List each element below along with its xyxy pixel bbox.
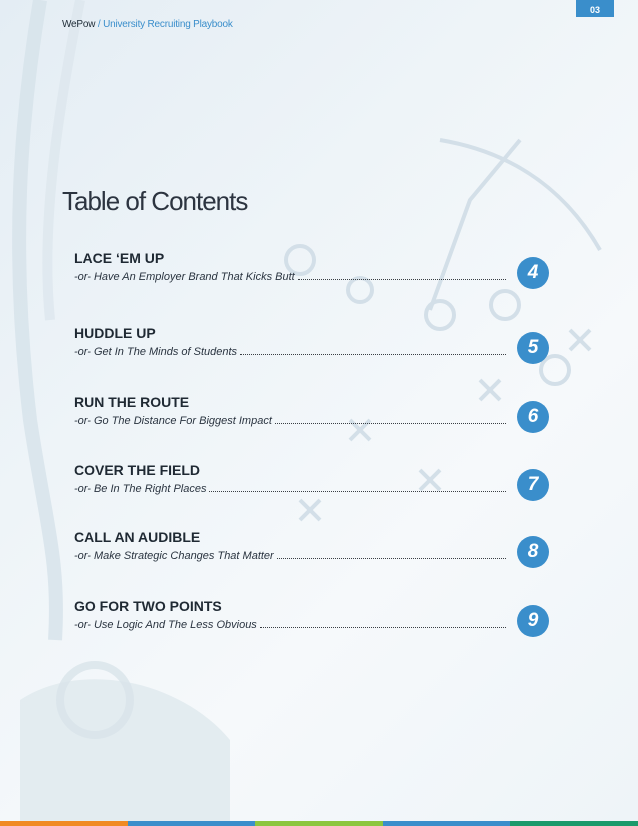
toc-entry-heading: HUDDLE UP xyxy=(74,325,156,341)
brand-name: WePow xyxy=(62,19,96,30)
footer-bar-segment xyxy=(510,821,638,826)
toc-page-badge[interactable]: 6 xyxy=(517,401,549,433)
toc-entry[interactable] xyxy=(62,529,552,581)
footer-bar-segment xyxy=(383,821,511,826)
footer-bar-segment xyxy=(0,821,128,826)
toc-entry[interactable] xyxy=(62,462,552,514)
toc-entry-heading: CALL AN AUDIBLE xyxy=(74,529,201,545)
toc-entry-subtitle: -or- Make Strategic Changes That Matter xyxy=(74,550,274,562)
dot-leader xyxy=(277,557,506,559)
page-number-badge: 03 xyxy=(576,0,614,17)
footer-bar-segment xyxy=(128,821,256,826)
dot-leader xyxy=(209,490,506,492)
footer-bar-segment xyxy=(255,821,383,826)
document-subtitle: University Recruiting Playbook xyxy=(103,19,233,30)
toc-page-badge[interactable]: 4 xyxy=(517,257,549,289)
toc-page-badge[interactable]: 9 xyxy=(517,605,549,637)
toc-entry-heading: GO FOR TWO POINTS xyxy=(74,598,222,614)
dot-leader xyxy=(260,626,506,628)
toc-entry[interactable] xyxy=(62,394,552,446)
toc-entry-subrow xyxy=(74,415,506,427)
dot-leader xyxy=(240,353,506,355)
toc-entry-subrow xyxy=(74,550,506,562)
toc-entry-subrow xyxy=(74,619,506,631)
dot-leader xyxy=(298,278,506,280)
toc-entry[interactable] xyxy=(62,250,552,302)
toc-entry-subtitle: -or- Use Logic And The Less Obvious xyxy=(74,619,257,631)
page-title: Table of Contents xyxy=(62,186,248,216)
toc-entry-subtitle: -or- Go The Distance For Biggest Impact xyxy=(74,415,272,427)
toc-entry-heading: COVER THE FIELD xyxy=(74,462,201,478)
toc-entry[interactable] xyxy=(62,325,552,377)
toc-page-badge[interactable]: 8 xyxy=(517,536,549,568)
toc-entry[interactable] xyxy=(62,598,552,650)
toc-page-badge[interactable]: 5 xyxy=(517,332,549,364)
document-header xyxy=(62,19,233,30)
toc-entry-subtitle: -or- Have An Employer Brand That Kicks Butt xyxy=(74,271,295,283)
toc-entry-subtitle: -or- Be In The Right Places xyxy=(74,483,207,495)
toc-entry-heading: RUN THE ROUTE xyxy=(74,394,190,410)
header-separator: / xyxy=(97,19,101,30)
toc-entry-subtitle: -or- Get In The Minds of Students xyxy=(74,346,238,358)
toc-entry-subrow xyxy=(74,271,506,283)
toc-entry-heading: LACE ‘EM UP xyxy=(74,250,165,266)
toc-page-badge[interactable]: 7 xyxy=(517,469,549,501)
footer-color-bar xyxy=(0,821,638,826)
toc-entry-subrow xyxy=(74,346,506,358)
dot-leader xyxy=(275,422,506,424)
toc-entry-subrow xyxy=(74,483,506,495)
